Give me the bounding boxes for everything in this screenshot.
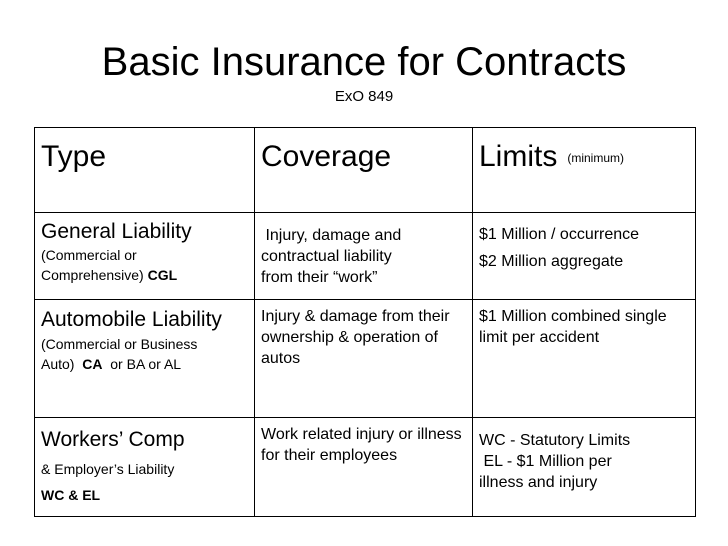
type-tail: or BA or AL [110, 356, 182, 372]
header-type-cell [35, 128, 255, 213]
type-cell [35, 418, 255, 517]
type-sub-text: Comprehensive) [41, 267, 144, 283]
coverage-line: from their “work” [261, 269, 378, 286]
table-row [35, 418, 696, 517]
limits-line: WC - Statutory Limits [479, 432, 631, 449]
type-sub [41, 265, 250, 285]
header-limits-cell [473, 128, 696, 213]
type-main: General Liability [41, 220, 192, 243]
limits-text: $1 Million combined single limit per accident [479, 308, 667, 346]
limits-line: EL - $1 Million per [479, 453, 612, 470]
type-main: Automobile Liability [41, 308, 222, 331]
limits-line: illness and injury [479, 474, 598, 491]
type-code: CGL [147, 267, 178, 283]
insurance-table [34, 127, 696, 517]
header-row [35, 128, 696, 213]
coverage-cell [255, 418, 473, 517]
page-title: Basic Insurance for Contracts [101, 40, 627, 84]
header-limits-wrap [473, 128, 695, 175]
type-cell [35, 300, 255, 418]
table-row [35, 213, 696, 300]
header-limits-note: (minimum) [567, 151, 625, 166]
header-coverage-cell [255, 128, 473, 213]
header-coverage: Coverage [261, 140, 392, 173]
coverage-text: Injury & damage from their ownership & operation of autos [261, 308, 450, 367]
type-cell [35, 213, 255, 300]
type-code: WC & EL [41, 487, 101, 503]
type-sub: (Commercial or [41, 247, 137, 263]
coverage-cell [255, 300, 473, 418]
limits-cell [473, 213, 696, 300]
limits-line: $2 Million aggregate [479, 253, 624, 270]
limits-cell [473, 418, 696, 517]
header-limits: Limits [479, 140, 558, 173]
type-sub-text: Auto) [41, 356, 75, 372]
type-main: Workers’ Comp [41, 428, 185, 451]
coverage-text: Work related injury or illness for their employees [261, 426, 462, 464]
coverage-line: Injury, damage and [261, 227, 402, 244]
table-row [35, 300, 696, 418]
coverage-line: contractual liability [261, 248, 392, 265]
type-code: CA [82, 356, 103, 372]
type-sub: & Employer’s Liability [41, 461, 175, 477]
type-sub: (Commercial or Business [41, 336, 198, 352]
type-sub [41, 354, 250, 374]
coverage-cell [255, 213, 473, 300]
page-subtitle: ExO 849 [334, 88, 394, 105]
limits-line: $1 Million / occurrence [479, 226, 640, 243]
header-type: Type [41, 140, 107, 173]
limits-cell [473, 300, 696, 418]
